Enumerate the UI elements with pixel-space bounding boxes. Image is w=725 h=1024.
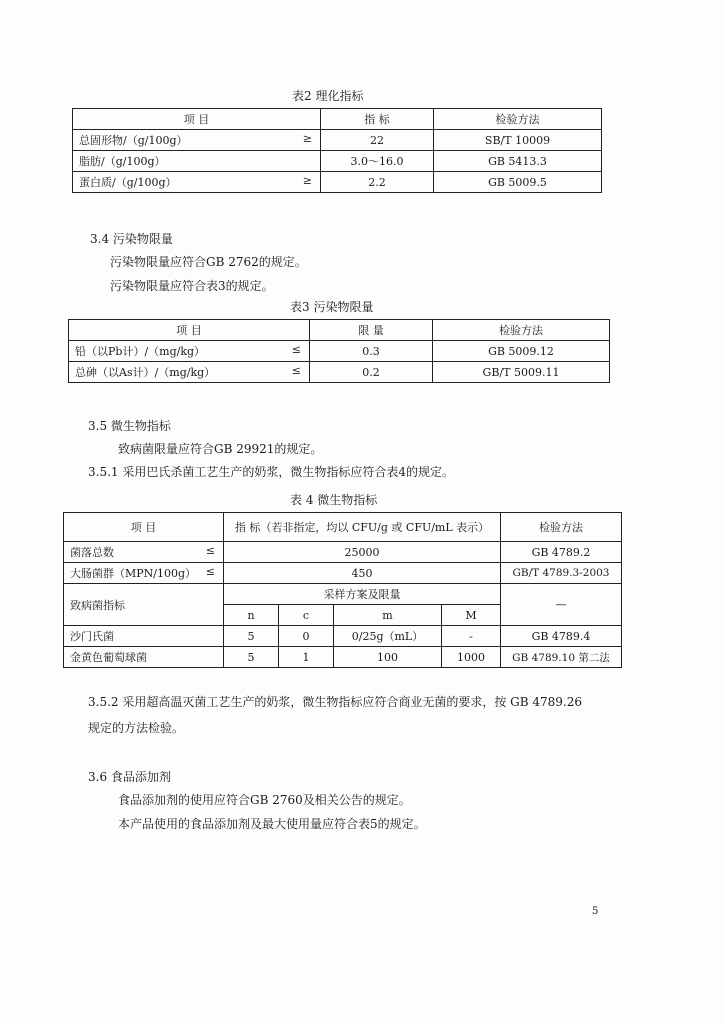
table-cell: GB 4789.10 第二法 (501, 647, 622, 668)
table-row (64, 542, 622, 563)
table-cell (73, 172, 321, 193)
section-3-4-heading: 3.4 污染物限量 (90, 232, 173, 246)
section-3-5-paragraph-1: 致病菌限量应符合GB 29921的规定。 (118, 442, 323, 456)
table-cell: 金黄色葡萄球菌 (64, 647, 224, 668)
table-cell: 0/25g（mL） (334, 626, 442, 647)
table-cell: 致病菌指标 (64, 584, 224, 626)
table-cell (73, 130, 321, 151)
table-row (69, 341, 610, 362)
table-cell (64, 542, 224, 563)
section-3-4-paragraph-2: 污染物限量应符合表3的规定。 (110, 279, 274, 293)
section-3-4-paragraph-1: 污染物限量应符合GB 2762的规定。 (110, 255, 307, 269)
table3 (68, 319, 610, 383)
item-label: 菌落总数 (70, 546, 114, 559)
table-row (73, 151, 602, 172)
section-3-5-2-line-1: 3.5.2 采用超高温灭菌工艺生产的奶浆，微生物指标应符合商业无菌的要求，按 GB 4789.26 (88, 695, 583, 709)
table-header: 检验方法 (434, 109, 602, 130)
table-row (73, 172, 602, 193)
table-cell: — (501, 584, 622, 626)
item-label: 大肠菌群（MPN/100g） (70, 567, 197, 580)
item-label: 蛋白质/（g/100g） (79, 176, 177, 189)
table-header-row (69, 320, 610, 341)
table-cell: SB/T 10009 (434, 130, 602, 151)
comparison-symbol: ≤ (291, 364, 301, 377)
table-cell: 0 (279, 626, 334, 647)
table-subheader: n (224, 605, 279, 626)
table-header: 项 目 (73, 109, 321, 130)
table-row (69, 362, 610, 383)
page-number: 5 (592, 906, 599, 917)
table-row (73, 130, 602, 151)
table-cell: GB 4789.4 (501, 626, 622, 647)
table-row (64, 626, 622, 647)
table-cell: 22 (321, 130, 434, 151)
table-subheader: M (442, 605, 501, 626)
section-3-6-paragraph-1: 食品添加剂的使用应符合GB 2760及相关公告的规定。 (118, 793, 411, 807)
table-cell (73, 151, 321, 172)
comparison-symbol: ≥ (302, 132, 312, 145)
table-header: 检验方法 (433, 320, 610, 341)
table-cell: 5 (224, 626, 279, 647)
table-cell: GB 4789.2 (501, 542, 622, 563)
table2-caption: 表2 理化指标 (292, 89, 364, 103)
item-label: 总砷（以As计）/（mg/kg） (75, 366, 216, 379)
table-cell: 0.2 (310, 362, 433, 383)
table-header: 指 标（若非指定，均以 CFU/g 或 CFU/mL 表示） (224, 513, 501, 542)
comparison-symbol: ≤ (205, 565, 215, 578)
table-row (64, 584, 622, 605)
table-cell: GB/T 5009.11 (433, 362, 610, 383)
table-cell: 沙门氏菌 (64, 626, 224, 647)
table4-caption: 表 4 微生物指标 (290, 493, 378, 507)
table-cell: GB 5413.3 (434, 151, 602, 172)
table-row (64, 647, 622, 668)
table-cell: GB 5009.5 (434, 172, 602, 193)
table-subheader: m (334, 605, 442, 626)
comparison-symbol: ≤ (291, 343, 301, 356)
table-cell: 1 (279, 647, 334, 668)
section-3-5-2-line-2: 规定的方法检验。 (88, 721, 185, 735)
table-cell: 25000 (224, 542, 501, 563)
comparison-symbol: ≥ (302, 174, 312, 187)
table-row (64, 563, 622, 584)
table-cell: - (442, 626, 501, 647)
table-header: 限 量 (310, 320, 433, 341)
table-cell: 采样方案及限量 (224, 584, 501, 605)
item-label: 总固形物/（g/100g） (79, 134, 188, 147)
table4 (63, 512, 622, 668)
table-header-row (73, 109, 602, 130)
table-header: 指 标 (321, 109, 434, 130)
table-header: 检验方法 (501, 513, 622, 542)
item-label: 铅（以Pb计）/（mg/kg） (75, 345, 206, 358)
section-3-6-paragraph-2: 本产品使用的食品添加剂及最大使用量应符合表5的规定。 (118, 817, 426, 831)
table-cell: 2.2 (321, 172, 434, 193)
item-label: 脂肪/（g/100g） (79, 155, 166, 168)
table3-caption: 表3 污染物限量 (290, 300, 374, 314)
table-subheader: c (279, 605, 334, 626)
table-cell: 1000 (442, 647, 501, 668)
table-cell: GB/T 4789.3-2003 (501, 563, 622, 584)
table-cell: 5 (224, 647, 279, 668)
table-header: 项 目 (64, 513, 224, 542)
table-cell (64, 563, 224, 584)
section-3-6-heading: 3.6 食品添加剂 (88, 770, 171, 784)
table-cell: 100 (334, 647, 442, 668)
table-header: 项 目 (69, 320, 310, 341)
table-cell: 450 (224, 563, 501, 584)
table-cell (69, 362, 310, 383)
table-cell: GB 5009.12 (433, 341, 610, 362)
table-cell: 0.3 (310, 341, 433, 362)
comparison-symbol: ≤ (205, 544, 215, 557)
table-cell (69, 341, 310, 362)
section-3-5-1-paragraph: 3.5.1 采用巴氏杀菌工艺生产的奶浆，微生物指标应符合表4的规定。 (88, 465, 454, 479)
table-cell: 3.0～16.0 (321, 151, 434, 172)
table-header-row (64, 513, 622, 542)
table2 (72, 108, 602, 193)
section-3-5-heading: 3.5 微生物指标 (88, 419, 171, 433)
